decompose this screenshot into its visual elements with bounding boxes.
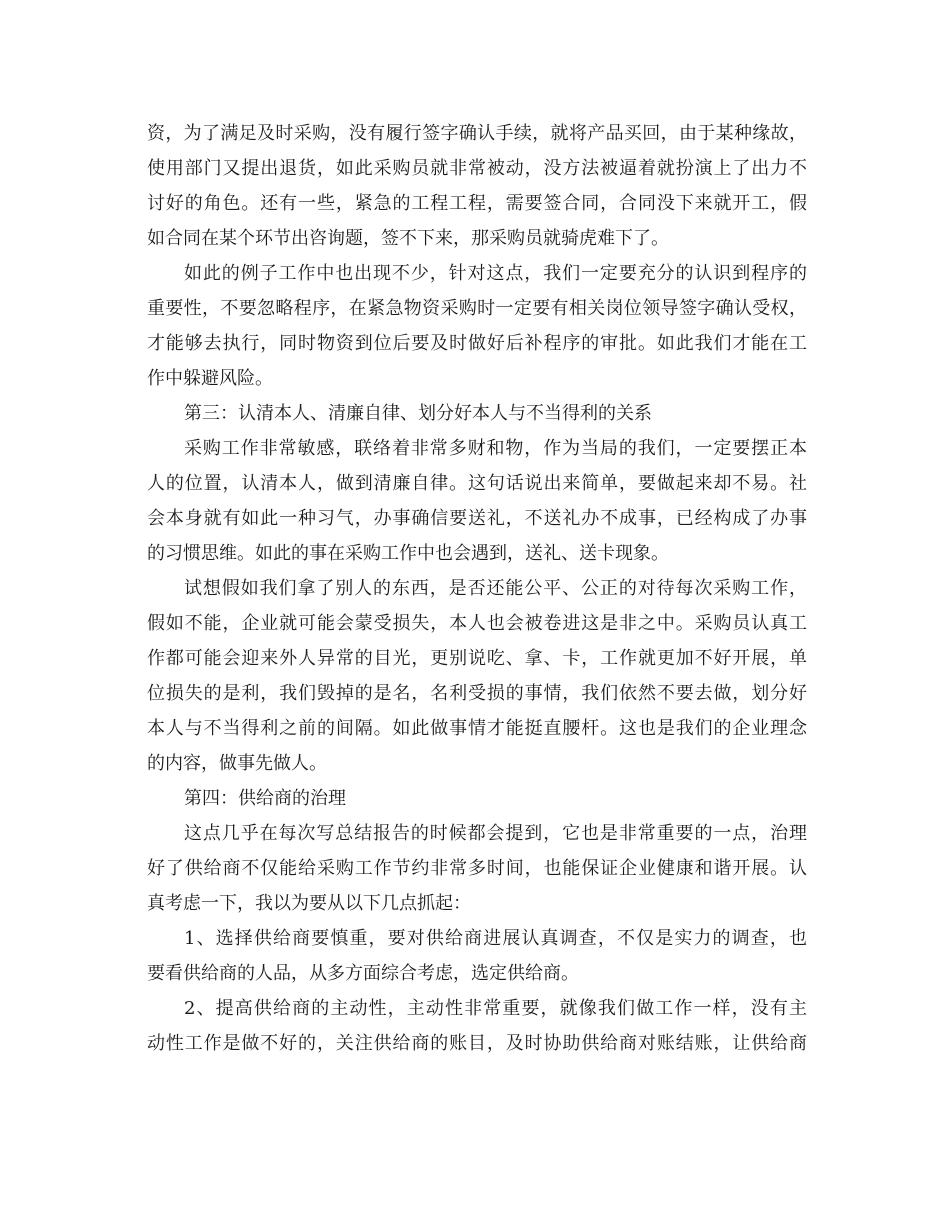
text-line: 要看供给商的人品，从多方面综合考虑，选定供给商。	[147, 963, 579, 984]
text-line: 如合同在某个环节出咨询题，签不下来，那采购员就骑虎难下了。	[147, 228, 669, 249]
text-line: 如此的例子工作中也出现不少，针对这点，我们一定要充分的认识到程序的	[184, 263, 807, 284]
text-line: 动性工作是做不好的，关注供给商的账目，及时协助供给商对账结账，让供给商	[147, 1033, 807, 1054]
text-line: 重要性，不要忽略程序，在紧急物资采购时一定要有相关岗位领导签字确认受权，	[147, 298, 807, 319]
text-line: 这点几乎在每次写总结报告的时候都会提到，它也是非常重要的一点，治理	[184, 823, 807, 844]
text-line: 讨好的角色。还有一些，紧急的工程工程，需要签合同，合同没下来就开工，假	[147, 193, 807, 214]
text-line: 试想假如我们拿了别人的东西，是否还能公平、公正的对待每次采购工作，	[184, 578, 807, 599]
text-line: 好了供给商不仅能给采购工作节约非常多时间，也能保证企业健康和谐开展。认	[147, 858, 807, 879]
text-line: 1、选择供给商要慎重，要对供给商进展认真调查，不仅是实力的调查，也	[184, 928, 807, 949]
text-line: 使用部门又提出退货，如此采购员就非常被动，没方法被逼着就扮演上了出力不	[147, 158, 807, 179]
text-line: 的内容，做事先做人。	[147, 753, 327, 774]
text-line: 才能够去执行，同时物资到位后要及时做好后补程序的审批。如此我们才能在工	[147, 333, 807, 354]
text-line: 真考虑一下，我以为要从以下几点抓起：	[147, 893, 471, 914]
text-line: 作都可能会迎来外人异常的目光，更别说吃、拿、卡，工作就更加不好开展，单	[147, 648, 807, 669]
text-line: 资，为了满足及时采购，没有履行签字确认手续，就将产品买回，由于某种缘故，	[147, 123, 807, 144]
text-line: 会本身就有如此一种习气，办事确信要送礼，不送礼办不成事，已经构成了办事	[147, 508, 807, 529]
text-line: 第四：供给商的治理	[184, 788, 346, 809]
text-line: 第三：认清本人、清廉自律、划分好本人与不当得利的关系	[184, 403, 652, 424]
text-line: 的习惯思维。如此的事在采购工作中也会遇到，送礼、送卡现象。	[147, 543, 669, 564]
text-line: 位损失的是利，我们毁掉的是名，名利受损的事情，我们依然不要去做，划分好	[147, 683, 807, 704]
text-line: 采购工作非常敏感，联络着非常多财和物，作为当局的我们，一定要摆正本	[184, 438, 807, 459]
text-line: 作中躲避风险。	[147, 368, 273, 389]
document-body	[147, 116, 807, 1061]
text-line: 人的位置，认清本人，做到清廉自律。这句话说出来简单，要做起来却不易。社	[147, 473, 807, 494]
text-line: 假如不能，企业就可能会蒙受损失，本人也会被卷进这是非之中。采购员认真工	[147, 613, 807, 634]
text-line: 2、提高供给商的主动性，主动性非常重要，就像我们做工作一样，没有主	[184, 998, 807, 1019]
text-line: 本人与不当得利之前的间隔。如此做事情才能挺直腰杆。这也是我们的企业理念	[147, 718, 807, 739]
